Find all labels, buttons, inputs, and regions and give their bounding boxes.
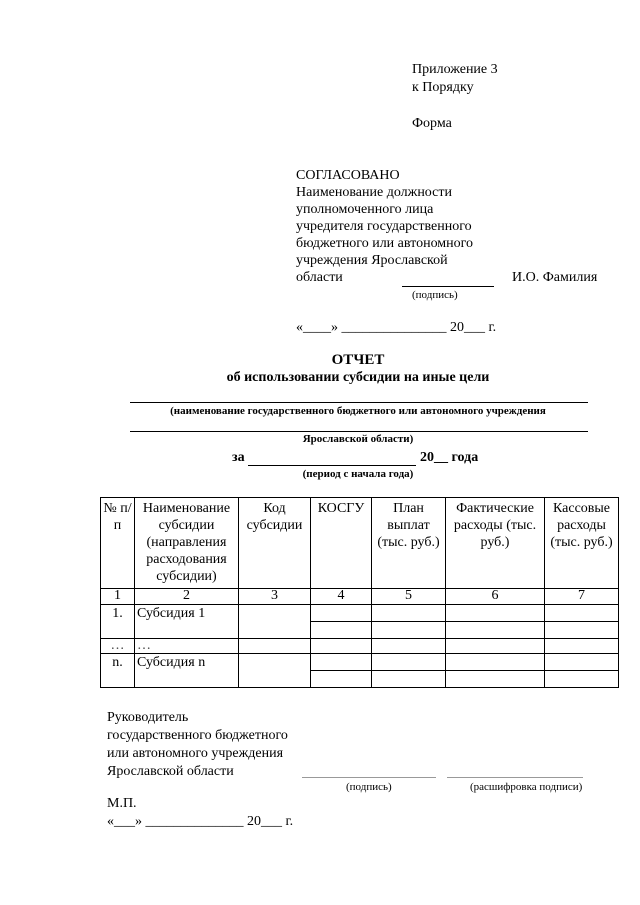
header-cell: Фактические расходы (тыс. руб.) bbox=[446, 498, 545, 589]
column-number: 3 bbox=[239, 589, 311, 605]
org-name-line-2 bbox=[130, 431, 588, 432]
column-number: 4 bbox=[311, 589, 372, 605]
approval-name: И.О. Фамилия bbox=[512, 270, 598, 285]
empty-cell bbox=[446, 605, 545, 622]
row-name: Субсидия n bbox=[135, 654, 239, 688]
empty-cell bbox=[372, 605, 446, 622]
header-cell: Код субсидии bbox=[239, 498, 311, 589]
approval-title: СОГЛАСОВАНО bbox=[296, 168, 400, 183]
footer-signature-line bbox=[302, 777, 436, 778]
empty-cell bbox=[372, 639, 446, 654]
footer-head-line: Ярославской области bbox=[107, 764, 234, 779]
empty-cell bbox=[311, 639, 372, 654]
empty-cell bbox=[372, 654, 446, 671]
header-cell: № п/п bbox=[101, 498, 135, 589]
empty-cell bbox=[372, 622, 446, 639]
empty-cell bbox=[311, 671, 372, 688]
table-row bbox=[101, 605, 619, 622]
empty-cell bbox=[545, 605, 619, 622]
approval-line: уполномоченного лица bbox=[296, 202, 434, 217]
approval-line: бюджетного или автономного bbox=[296, 236, 474, 251]
header-cell: Кассовые расходы (тыс. руб.) bbox=[545, 498, 619, 589]
column-number: 7 bbox=[545, 589, 619, 605]
footer-date: «___» ______________ 20___ г. bbox=[107, 814, 294, 829]
period-prefix: за bbox=[232, 450, 245, 465]
footer-head-line: или автономного учреждения bbox=[107, 746, 284, 761]
approval-line: области bbox=[296, 270, 343, 285]
row-number: … bbox=[101, 639, 135, 654]
empty-cell bbox=[311, 605, 372, 622]
empty-cell bbox=[239, 654, 311, 688]
empty-cell bbox=[545, 622, 619, 639]
report-table bbox=[100, 497, 619, 688]
approval-date: «____» _______________ 20___ г. bbox=[296, 320, 497, 335]
approval-signature-caption: (подпись) bbox=[412, 289, 458, 301]
footer-head-line: Руководитель bbox=[107, 710, 189, 725]
form-label: Форма bbox=[412, 116, 452, 131]
row-name: Субсидия 1 bbox=[135, 605, 239, 639]
empty-cell bbox=[545, 671, 619, 688]
column-number: 1 bbox=[101, 589, 135, 605]
empty-cell bbox=[446, 654, 545, 671]
footer-decoding-caption: (расшифровка подписи) bbox=[470, 781, 583, 793]
appendix-line-2: к Порядку bbox=[412, 80, 474, 95]
column-number: 5 bbox=[372, 589, 446, 605]
approval-line: учредителя государственного bbox=[296, 219, 472, 234]
table-row bbox=[101, 639, 619, 654]
empty-cell bbox=[311, 622, 372, 639]
row-name: … bbox=[135, 639, 239, 654]
footer-signature-caption: (подпись) bbox=[346, 781, 392, 793]
header-cell: План выплат (тыс. руб.) bbox=[372, 498, 446, 589]
report-title: ОТЧЕТ bbox=[331, 352, 385, 368]
period-caption: (период с начала года) bbox=[302, 468, 414, 480]
table-number-row bbox=[101, 589, 619, 605]
approval-line: учреждения Ярославской bbox=[296, 253, 448, 268]
footer-decoding-line bbox=[447, 777, 583, 778]
empty-cell bbox=[372, 671, 446, 688]
report-subtitle: об использовании субсидии на иные цели bbox=[226, 370, 490, 385]
empty-cell bbox=[545, 654, 619, 671]
appendix-line-1: Приложение 3 bbox=[412, 62, 498, 77]
column-number: 2 bbox=[135, 589, 239, 605]
org-caption-2: Ярославской области) bbox=[302, 433, 414, 445]
approval-line: Наименование должности bbox=[296, 185, 452, 200]
empty-cell bbox=[446, 671, 545, 688]
empty-cell bbox=[239, 605, 311, 639]
empty-cell bbox=[446, 622, 545, 639]
org-caption: (наименование государственного бюджетного или автономного учреждения bbox=[170, 405, 546, 417]
header-cell: Наименование субсидии (направления расходования субсидии) bbox=[135, 498, 239, 589]
table-header-row bbox=[101, 498, 619, 589]
empty-cell bbox=[239, 639, 311, 654]
period-line bbox=[248, 465, 416, 466]
empty-cell bbox=[545, 639, 619, 654]
footer-head-line: государственного бюджетного bbox=[107, 728, 288, 743]
org-name-line bbox=[130, 402, 588, 403]
row-number: 1. bbox=[101, 605, 135, 639]
header-cell: КОСГУ bbox=[311, 498, 372, 589]
table-row bbox=[101, 654, 619, 671]
row-number: n. bbox=[101, 654, 135, 688]
approval-signature-line bbox=[402, 286, 494, 287]
column-number: 6 bbox=[446, 589, 545, 605]
empty-cell bbox=[311, 654, 372, 671]
period-year: 20__ года bbox=[420, 450, 479, 465]
stamp-label: М.П. bbox=[107, 796, 137, 811]
empty-cell bbox=[446, 639, 545, 654]
